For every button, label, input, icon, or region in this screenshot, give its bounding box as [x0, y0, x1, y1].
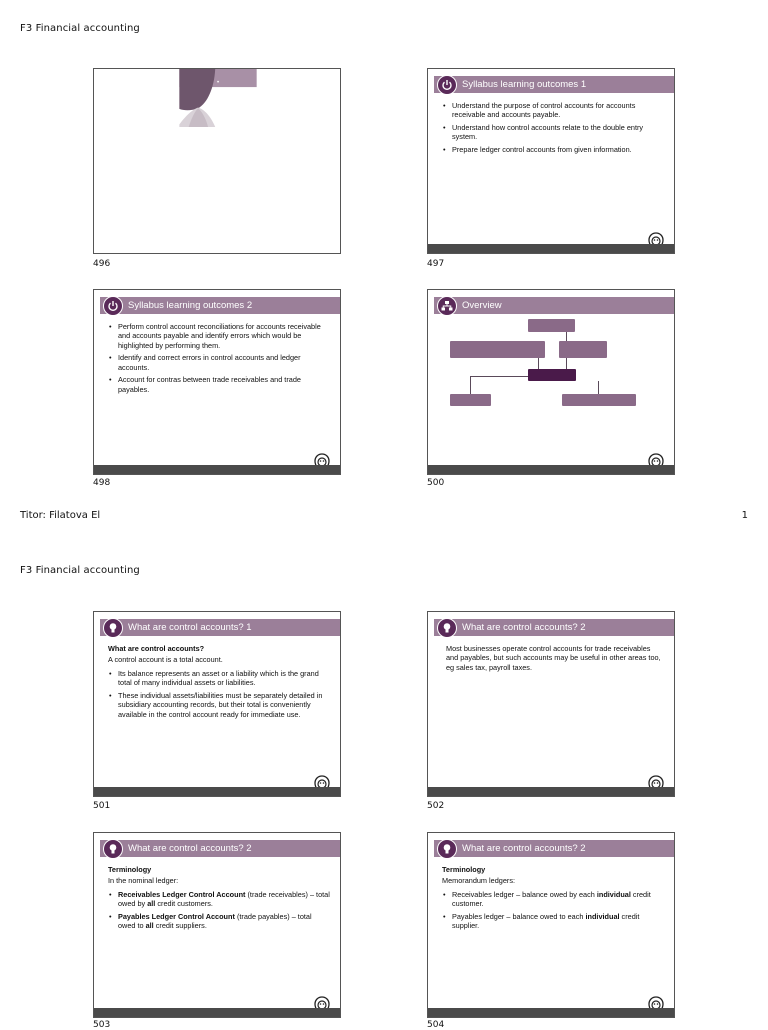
slide-terminology-memorandum [427, 832, 675, 1018]
decorative-dots: • • • [217, 80, 220, 104]
slide-footer-bar [428, 787, 674, 796]
page-number: 1 [741, 510, 748, 521]
bullet-item: • Its balance represents an asset or a liability which is the grand total of many individual assets or liabilities. [108, 669, 330, 688]
slide-footer-bar [428, 1008, 674, 1017]
slide-syllabus-2 [93, 289, 341, 475]
diagram-node [559, 341, 607, 358]
bullet-item: • Receivables ledger – balance owed by each individual credit customer. [442, 890, 664, 909]
slide-title: Syllabus learning outcomes 1 [462, 79, 587, 90]
slide-title-bar [100, 297, 340, 314]
slide-number: 501 [93, 801, 111, 811]
slide-title-bar [434, 840, 674, 857]
page-header: F3 Financial accounting [20, 565, 140, 576]
bullet-item: • Account for contras between trade receivables and trade payables. [108, 375, 330, 394]
slide-footer-bar [94, 1008, 340, 1017]
body-intro: A control account is a total account. [108, 655, 223, 665]
slide-body [108, 644, 330, 722]
slide-number: 500 [427, 478, 445, 488]
bullet-item: • Perform control account reconciliations for accounts receivable and accounts payable and identify errors which would be highlighted by performing them. [108, 322, 330, 350]
slide-footer-bar [428, 244, 674, 253]
network-icon [437, 296, 457, 316]
slide-title: What are control accounts? 1 [128, 622, 252, 633]
power-icon [103, 296, 123, 316]
slide-control-accounts-1 [93, 611, 341, 797]
slide-number: 497 [427, 259, 445, 269]
power-icon [437, 75, 457, 95]
diagram-node [450, 341, 545, 358]
lightbulb-icon [103, 618, 123, 638]
diagram-node [450, 394, 491, 406]
slide-footer-bar [94, 787, 340, 796]
slide-chapter-title [93, 68, 341, 254]
bullet-item: • These individual assets/liabilities must be separately detailed in subsidiary accounting records, but their total is conveniently available in the control account ready for immediate use. [108, 691, 330, 719]
lightbulb-icon [103, 839, 123, 859]
slide-syllabus-1 [427, 68, 675, 254]
slide-title-bar [434, 619, 674, 636]
bullet-item: • Prepare ledger control accounts from given information. [442, 145, 664, 154]
slide-title: What are control accounts? 2 [128, 843, 252, 854]
slide-title-bar [100, 840, 340, 857]
slide-number: 502 [427, 801, 445, 811]
chapter-title: Control accounts [100, 101, 172, 112]
bullet-item: • Payables ledger – balance owed to each individual credit supplier. [442, 912, 664, 931]
slide-number: 496 [93, 259, 111, 269]
slide-body [108, 322, 330, 397]
slide-control-accounts-2 [427, 611, 675, 797]
slide-number: 498 [93, 478, 111, 488]
lightbulb-icon [437, 839, 457, 859]
body-text: Most businesses operate control accounts for trade receivables and payables, but such accounts may be useful in other areas too, eg sales tax, payroll taxes. [446, 644, 661, 672]
slide-body [442, 865, 664, 934]
diagram-node [528, 369, 576, 381]
slide-title: Syllabus learning outcomes 2 [128, 300, 253, 311]
slide-terminology-nominal [93, 832, 341, 1018]
body-heading: Terminology [108, 865, 152, 874]
slide-number: 503 [93, 1020, 111, 1030]
slide-title: Overview [462, 300, 502, 311]
slide-footer-bar [94, 465, 340, 474]
lightbulb-icon [437, 618, 457, 638]
slide-body [446, 644, 664, 676]
body-intro: Memorandum ledgers: [442, 876, 516, 886]
slide-title-bar [100, 619, 340, 636]
bullet-item: • Understand the purpose of control accounts for accounts receivable and accounts payable. [442, 101, 664, 120]
bullet-item: • Identify and correct errors in control accounts and ledger accounts. [108, 353, 330, 372]
bullet-item: • Understand how control accounts relate to the double entry system. [442, 123, 664, 142]
slide-title: What are control accounts? 2 [462, 843, 586, 854]
slide-overview [427, 289, 675, 475]
body-intro: In the nominal ledger: [108, 876, 179, 886]
body-heading: Terminology [442, 865, 486, 874]
page-header: F3 Financial accounting [20, 23, 140, 34]
bullet-item: • Receivables Ledger Control Account (trade receivables) – total owed by all credit customers. [108, 890, 330, 909]
slide-body [108, 865, 330, 934]
bullet-item: • Payables Ledger Control Account (trade payables) – total owed to all credit suppliers. [108, 912, 330, 931]
slide-title-bar [434, 297, 674, 314]
body-heading: What are control accounts? [108, 644, 205, 653]
slide-footer-bar [428, 465, 674, 474]
slide-number: 504 [427, 1020, 445, 1030]
diagram-node [562, 394, 636, 406]
diagram-node [528, 319, 575, 332]
page-footer-author: Titor: Filatova El [20, 510, 101, 521]
chapter-label: Chapter 14 [100, 80, 148, 91]
slide-title-bar [434, 76, 674, 93]
slide-title: What are control accounts? 2 [462, 622, 586, 633]
slide-body [442, 101, 664, 157]
